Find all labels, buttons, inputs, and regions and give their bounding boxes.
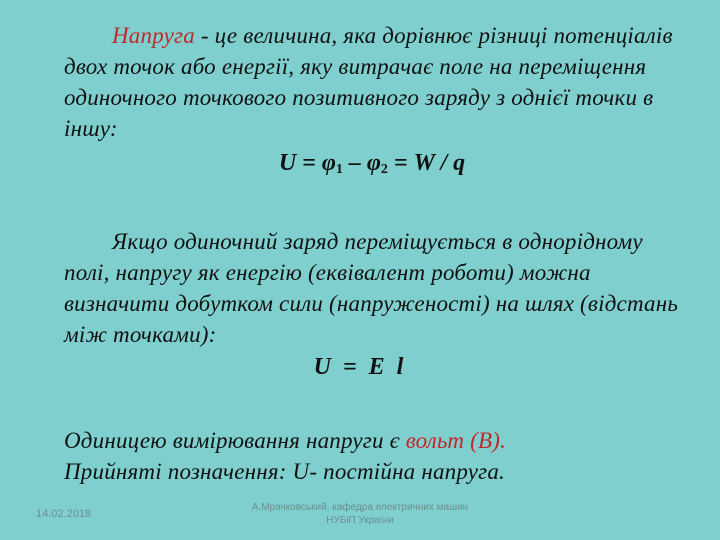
definition-text: - це величина, яка дорівнює різниці потенціалів двох точок або енергії, яку витрачає поле на переміщення одиночного точкового позитивного заряду з однієї точки в іншу:	[64, 23, 673, 141]
uniform-field-paragraph	[64, 226, 694, 350]
voltage-formula	[0, 150, 720, 178]
term-voltage: Напруга	[112, 23, 195, 48]
formula-sub-2: 2	[380, 162, 388, 177]
formula-rhs: = W / q	[387, 150, 466, 176]
unit-volt: вольт (В).	[405, 428, 507, 453]
footer-author: А.Мрачковський, кафедра електричних машин НУБіП України	[251, 502, 469, 526]
unit-line-prefix: Одиницею вимірювання напруги є	[64, 428, 406, 453]
unit-line	[64, 425, 694, 456]
formula-lhs: U = φ	[278, 150, 336, 176]
formula-mid: – φ	[342, 150, 381, 176]
field-formula: U = E l	[313, 354, 407, 380]
unit-paragraph	[64, 425, 694, 487]
footer-date: 14.02.2018	[36, 508, 92, 520]
notation-line: Прийняті позначення: U- постійна напруга.	[64, 459, 505, 484]
formula-sub-1: 1	[335, 162, 343, 177]
uniform-field-text: Якщо одиночний заряд переміщується в однорідному полі, напругу як енергію (еквівалент роботи) можна визначити добутком сили (напруженості) на шлях (відстань між точками):	[64, 229, 679, 347]
definition-paragraph	[64, 20, 694, 144]
